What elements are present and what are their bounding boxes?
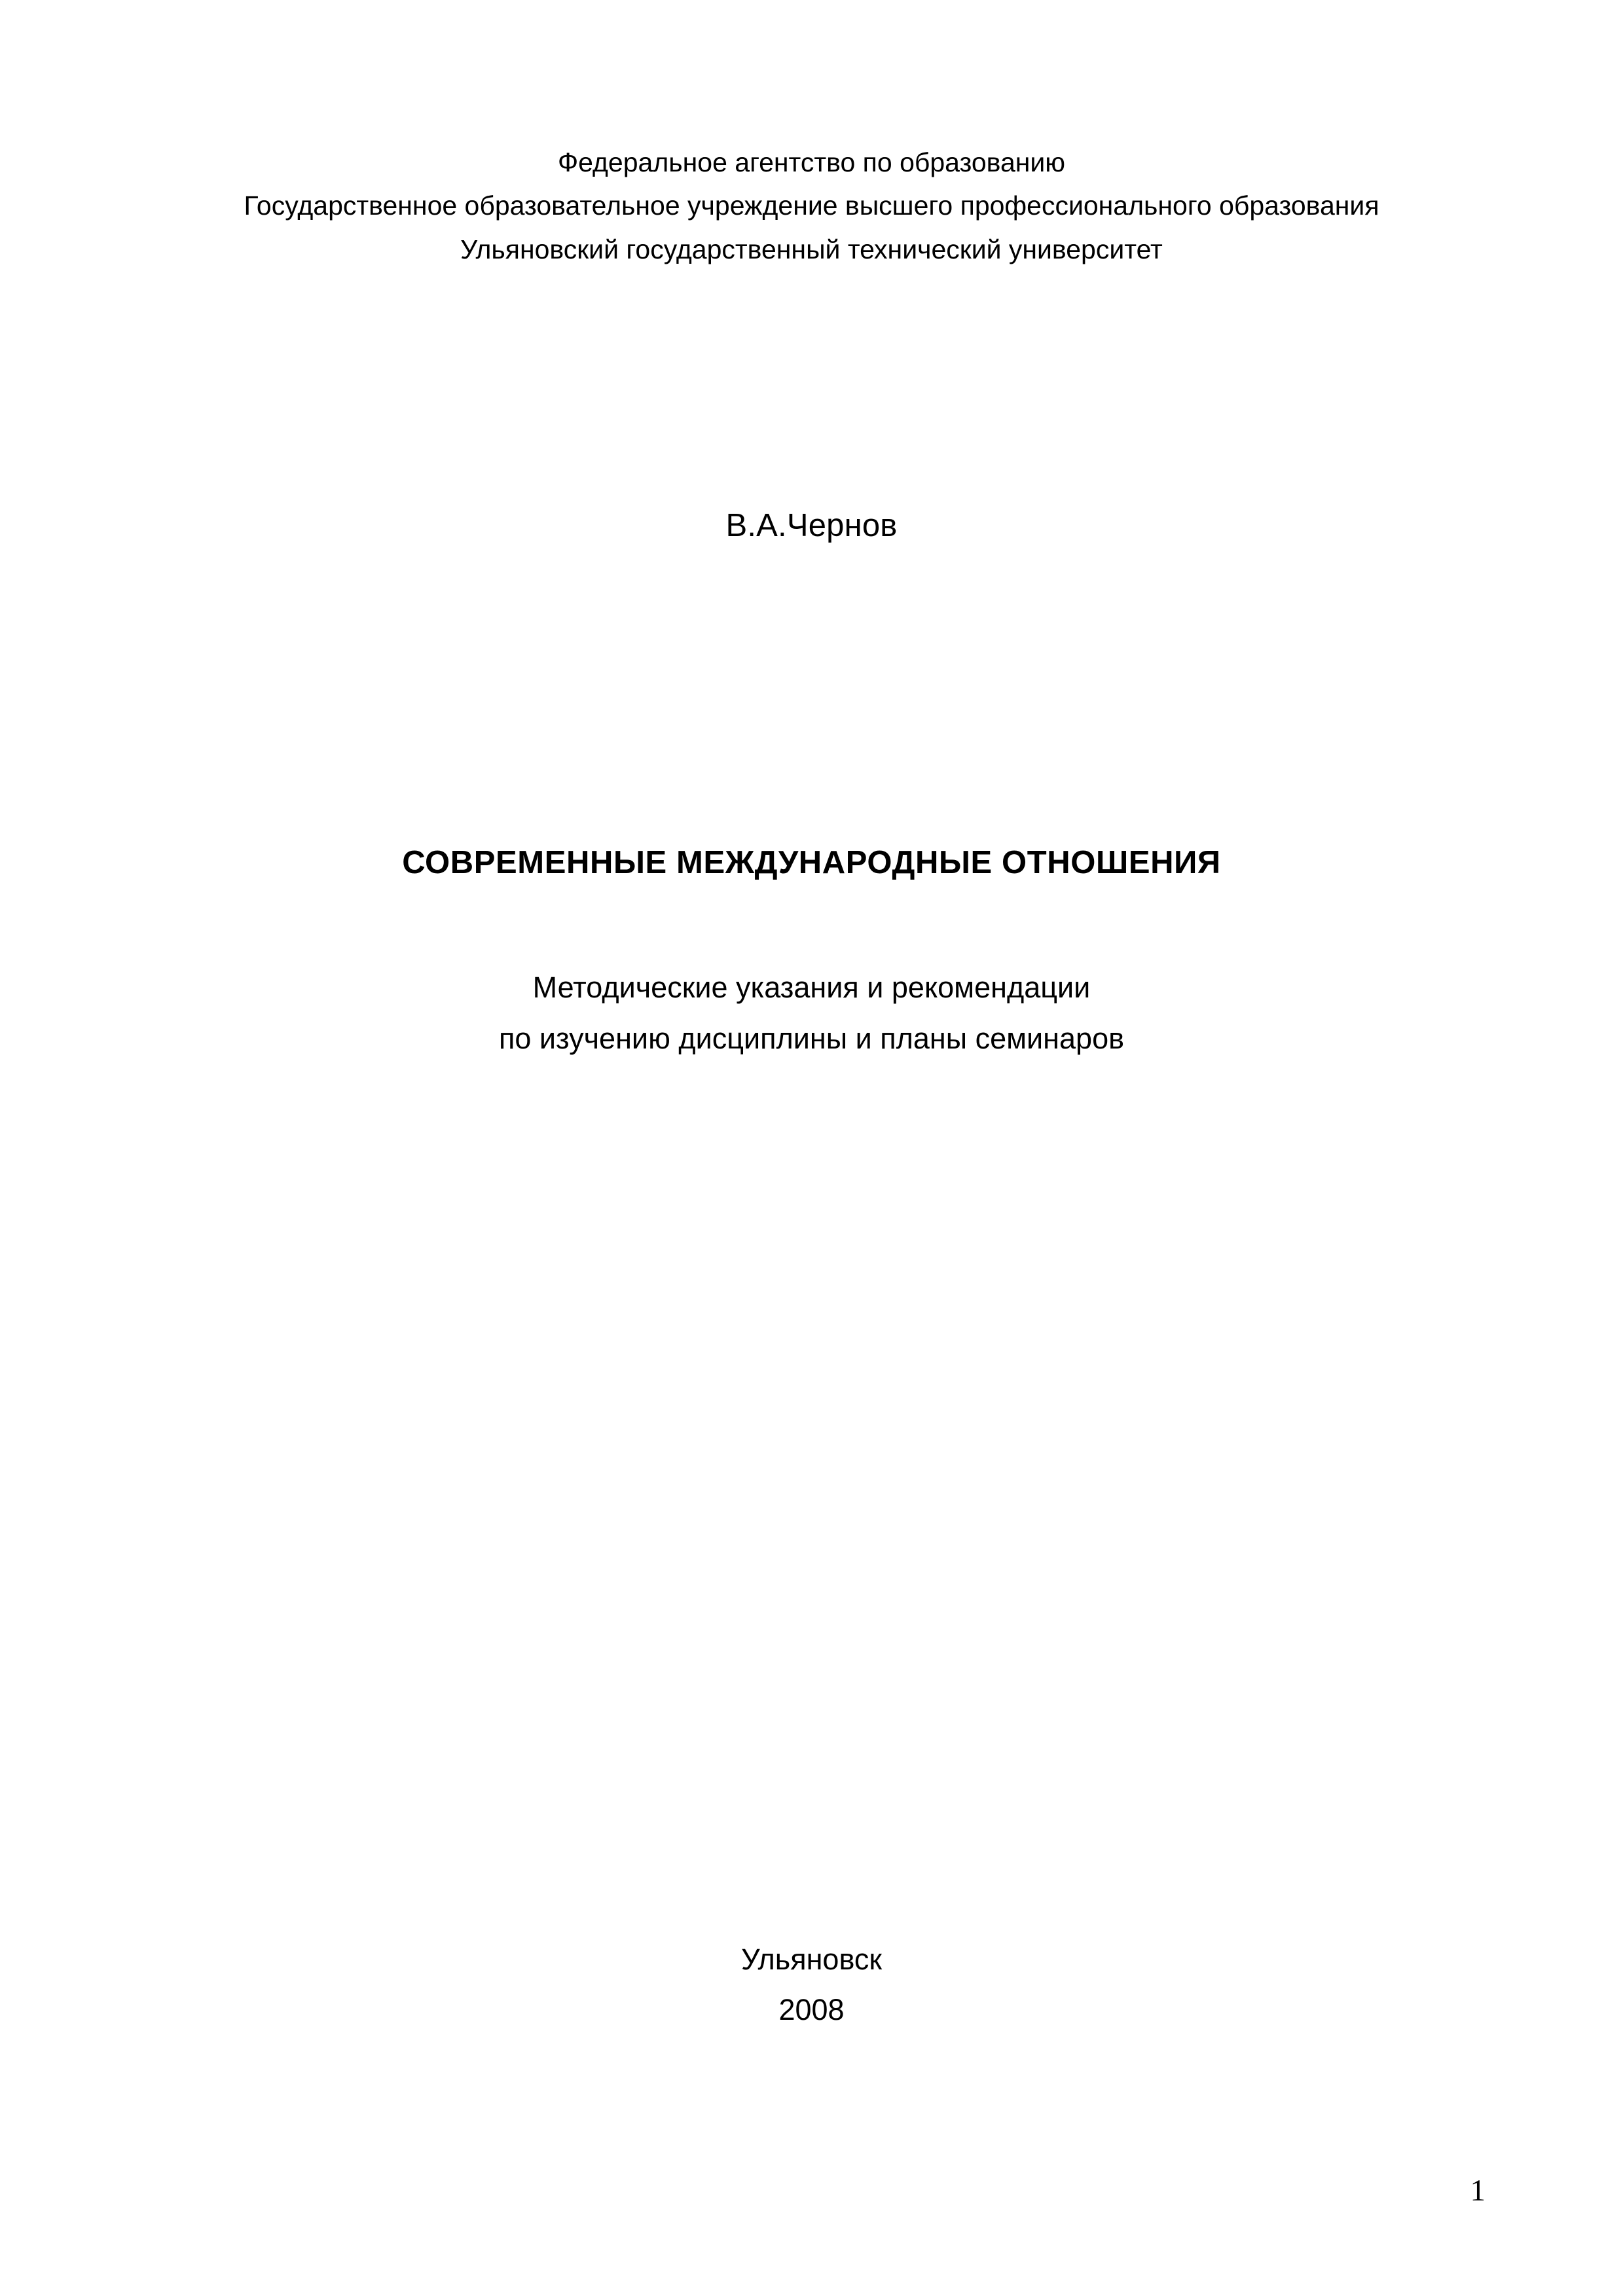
subtitle-line-1: Методические указания и рекомендации bbox=[532, 971, 1091, 1004]
institution-line-1: Федеральное агентство по образованию bbox=[557, 147, 1066, 177]
institution-line-3: Ульяновский государственный технический университет bbox=[460, 234, 1163, 264]
subtitle-line-2: по изучению дисциплины и планы семинаров bbox=[498, 1021, 1125, 1055]
author-name: В.А.Чернов bbox=[725, 508, 898, 543]
page-number: 1 bbox=[1470, 2174, 1486, 2208]
imprint-year: 2008 bbox=[778, 1993, 845, 2027]
page-title: СОВРЕМЕННЫЕ МЕЖДУНАРОДНЫЕ ОТНОШЕНИЯ bbox=[402, 845, 1221, 880]
institution-block bbox=[0, 141, 1623, 271]
imprint-city: Ульяновск bbox=[740, 1943, 883, 1976]
imprint-block bbox=[0, 1934, 1623, 2036]
institution-line-2: Государственное образовательное учреждение высшего профессионального образования bbox=[244, 190, 1379, 221]
subtitle-block bbox=[0, 962, 1623, 1064]
